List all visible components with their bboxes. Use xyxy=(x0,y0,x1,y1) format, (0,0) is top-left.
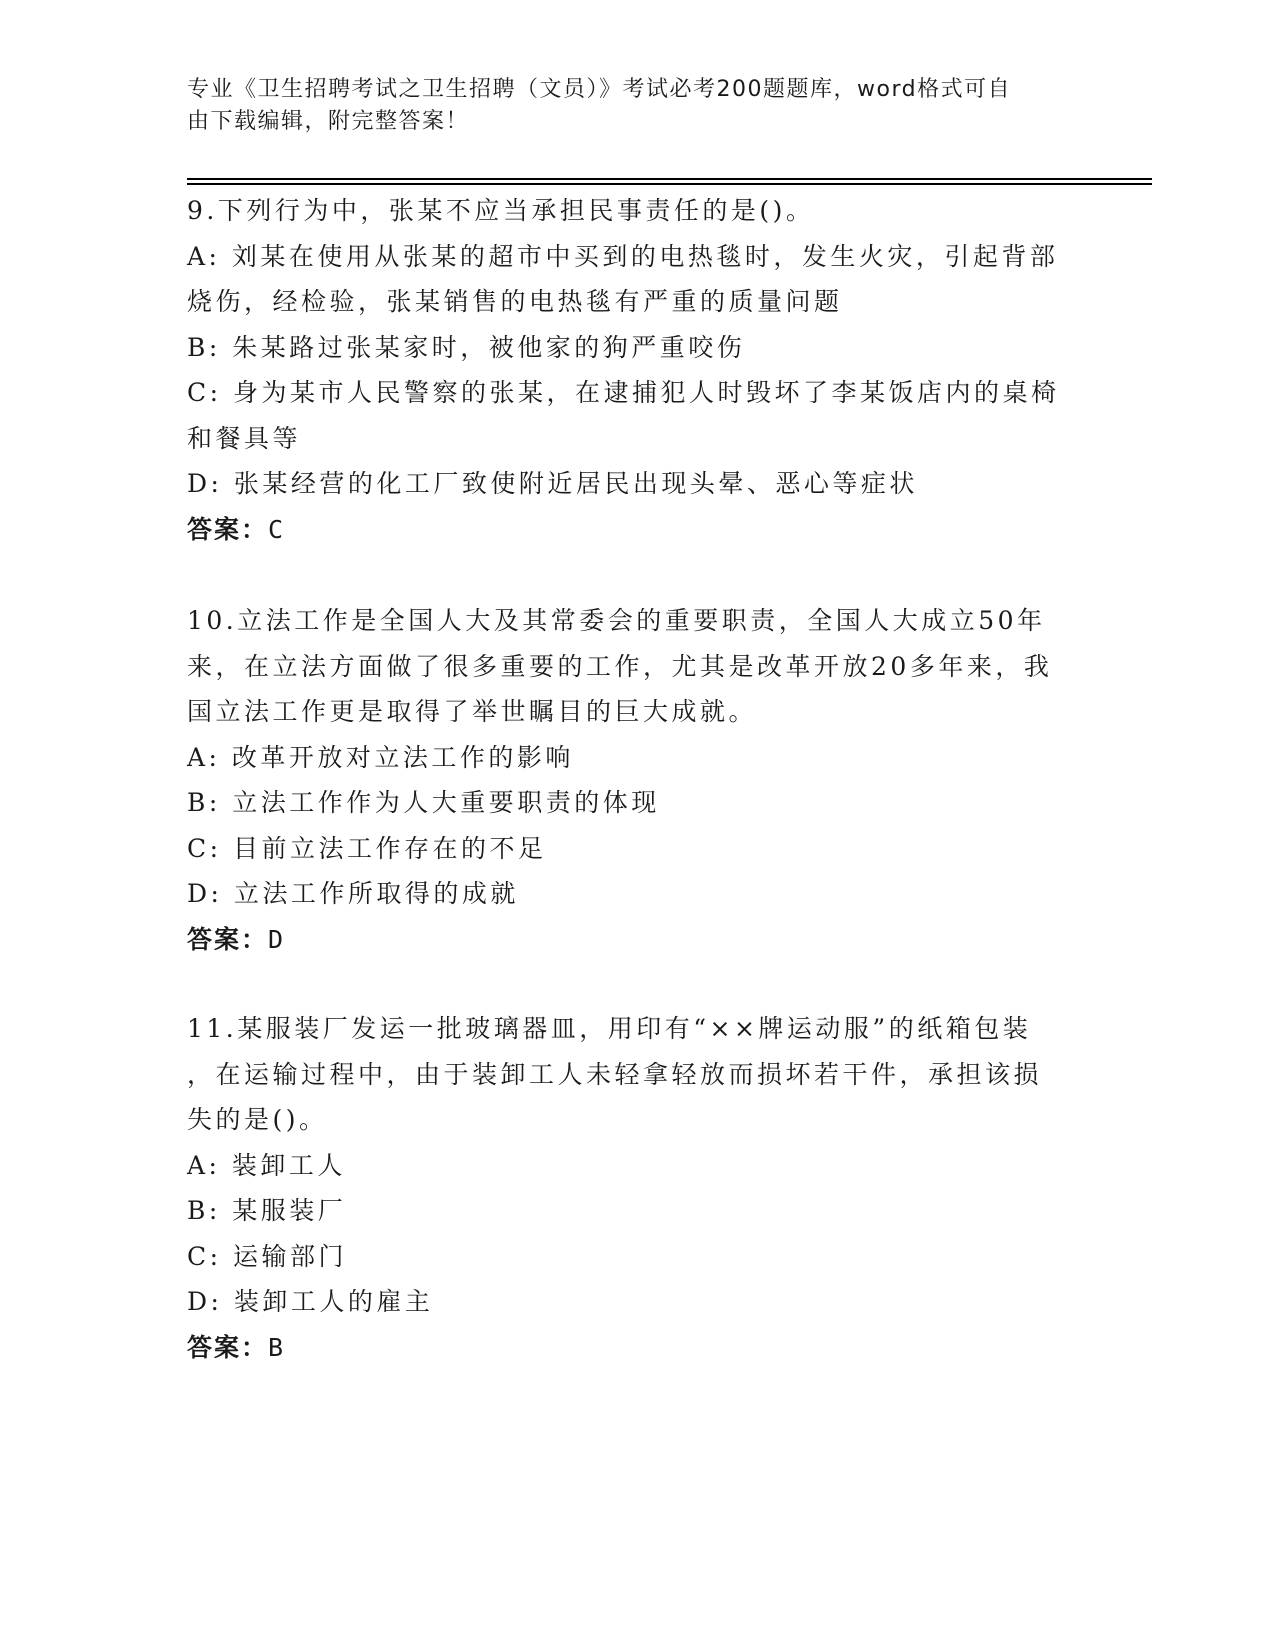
question-block-10 xyxy=(187,598,1067,962)
answer-value: B xyxy=(268,1332,286,1362)
option-a-line: A: 刘某在使用从张某的超市中买到的电热毯时，发生火灾，引起背部 xyxy=(187,241,1059,271)
header-divider-top xyxy=(187,178,1152,180)
answer-value: C xyxy=(268,514,286,544)
question-stem-line: 10.立法工作是全国人大及其常委会的重要职责，全国人大成立50年 xyxy=(187,606,1046,635)
answer-line xyxy=(187,917,1067,963)
document-header xyxy=(187,74,1067,138)
option-a-line: 烧伤，经检验，张某销售的电热毯有严重的质量问题 xyxy=(187,287,843,316)
header-divider-bottom xyxy=(187,183,1152,185)
option-c-line: C: 运输部门 xyxy=(187,1241,347,1271)
answer-value: D xyxy=(268,924,286,954)
question-stem-line: 9.下列行为中，张某不应当承担民事责任的是()。 xyxy=(187,196,815,225)
header-line-2: 由下载编辑，附完整答案！ xyxy=(187,109,470,134)
question-block-9 xyxy=(187,188,1067,552)
question-stem-line: 来，在立法方面做了很多重要的工作，尤其是改革开放20多年来，我 xyxy=(187,651,1053,681)
header-line-1: 专业《卫生招聘考试之卫生招聘（文员）》考试必考200题题库，word格式可自 xyxy=(187,77,1012,102)
question-stem-line: 失的是()。 xyxy=(187,1105,328,1134)
option-c-line: 和餐具等 xyxy=(187,423,302,453)
answer-label: 答案： xyxy=(187,514,269,544)
answer-label: 答案： xyxy=(187,924,269,954)
option-b-line: B: 朱某路过张某家时，被他家的狗严重咬伤 xyxy=(187,332,746,362)
option-b-line: B: 某服装厂 xyxy=(187,1196,347,1225)
question-stem-line: 11.某服装厂发运一批玻璃器皿，用印有“××牌运动服”的纸箱包装 xyxy=(187,1014,1032,1043)
option-d-line: D: 装卸工人的雇主 xyxy=(187,1287,434,1316)
answer-line xyxy=(187,1325,1067,1371)
option-a-line: A: 改革开放对立法工作的影响 xyxy=(187,742,574,772)
option-c-line: C: 目前立法工作存在的不足 xyxy=(187,833,547,863)
option-d-line: D: 张某经营的化工厂致使附近居民出现头晕、恶心等症状 xyxy=(187,469,918,498)
question-stem-line: ，在运输过程中，由于装卸工人未轻拿轻放而损坏若干件，承担该损 xyxy=(187,1059,1043,1089)
option-a-line: A: 装卸工人 xyxy=(187,1150,346,1180)
answer-label: 答案： xyxy=(187,1332,269,1362)
option-b-line: B: 立法工作作为人大重要职责的体现 xyxy=(187,788,660,817)
question-block-11 xyxy=(187,1006,1067,1370)
question-stem-line: 国立法工作更是取得了举世瞩目的巨大成就。 xyxy=(187,697,758,726)
option-d-line: D: 立法工作所取得的成就 xyxy=(187,879,519,908)
answer-line xyxy=(187,507,1067,553)
option-c-line: C: 身为某市人民警察的张某，在逮捕犯人时毁坏了李某饭店内的桌椅 xyxy=(187,378,1060,407)
